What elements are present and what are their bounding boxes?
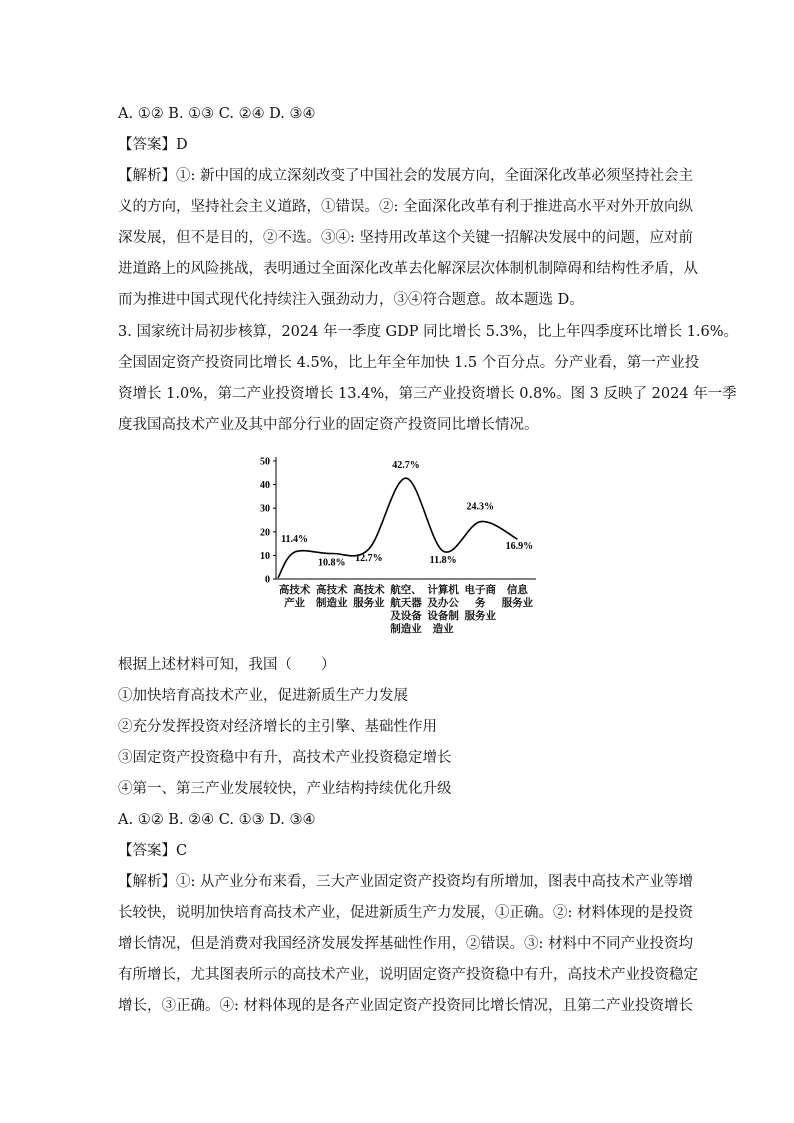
x-category-label-line: 制造业 xyxy=(390,623,422,635)
x-category-label-line: 及设备 xyxy=(390,610,422,622)
series-line xyxy=(278,478,517,578)
x-category-label-line: 航空、 xyxy=(390,584,422,596)
y-tick-label: 10 xyxy=(260,550,270,562)
x-category-label-line: 造业 xyxy=(432,623,454,635)
x-category-label xyxy=(386,584,426,636)
data-label: 11.8% xyxy=(429,555,457,567)
x-category-label-line: 高技术 xyxy=(353,584,385,596)
x-category-label-line: 制造业 xyxy=(315,597,348,609)
y-tick-label: 50 xyxy=(260,456,270,468)
q2-analysis-line: 深发展，但不是目的，②不选。③④: 坚持用改革这个关键一招解决发展中的问题，应对前 xyxy=(118,230,693,246)
x-category-label xyxy=(349,584,389,610)
q3-choice: ①加快培育高技术产业，促进新质生产力发展 xyxy=(118,688,408,704)
q2-analysis-line: 【解析】①: 新中国的成立深刻改变了中国社会的发展方向，全面深化改革必须坚持社会主 xyxy=(118,168,693,184)
q3-answer: 【答案】C xyxy=(118,843,188,859)
data-label: 16.9% xyxy=(505,541,534,553)
data-label: 12.7% xyxy=(355,553,383,565)
x-category-label-line: 产业 xyxy=(284,597,306,609)
x-category-label-line: 电子商务 xyxy=(464,584,497,609)
x-category-label xyxy=(460,584,500,623)
q3-stem-line: 全国固定资产投资同比增长 4.5%，比上年全年加快 1.5 个百分点。分产业看，第一产业投 xyxy=(118,355,700,371)
x-category-label-line: 计算机 xyxy=(427,584,459,596)
q3-choice: ③固定资产投资稳中有升，高技术产业投资稳定增长 xyxy=(118,750,452,766)
q3-question: 根据上述材料可知，我国（ ） xyxy=(118,657,336,673)
y-tick-label: 40 xyxy=(260,480,270,492)
x-category-label xyxy=(423,584,463,636)
q3-stem-line: 资增长 1.0%，第二产业投资增长 13.4%，第三产业投资增长 0.8%。图 3 反映了 2024 年一季 xyxy=(118,386,737,402)
q3-analysis-line: 增长，③正确。④: 材料体现的是各产业固定资产投资同比增长情况，且第二产业投资增长 xyxy=(118,998,693,1014)
data-label: 24.3% xyxy=(466,501,495,513)
q3-stem-line: 3. 国家统计局初步核算，2024 年一季度 GDP 同比增长 5.3%，比上年四季度环比增长 1.6%。 xyxy=(118,324,739,340)
x-category-label-line: 服务业 xyxy=(501,597,534,609)
x-category-label xyxy=(497,584,537,610)
x-category-label-line: 服务业 xyxy=(353,597,385,609)
q3-choice: ④第一、第三产业发展较快，产业结构持续优化升级 xyxy=(118,781,452,797)
x-category-label-line: 及办公 xyxy=(427,597,459,609)
investment-growth-chart xyxy=(250,448,550,648)
x-category-label xyxy=(312,584,352,610)
x-category-label-line: 高技术 xyxy=(315,584,348,596)
y-tick-label: 30 xyxy=(260,503,270,515)
q3-analysis-line: 增长情况，但是消费对我国经济发展发挥基础性作用，②错误。③: 材料中不同产业投资均 xyxy=(118,936,693,952)
q3-analysis-line: 长较快，说明加快培育高技术产业，促进新质生产力发展，①正确。②: 材料体现的是投资 xyxy=(118,905,693,921)
data-label: 10.8% xyxy=(317,557,346,569)
q2-analysis-line: 而为推进中国式现代化持续注入强劲动力，③④符合题意。故本题选 D。 xyxy=(118,292,584,308)
q3-analysis-line: 【解析】①: 从产业分布来看，三大产业固定资产投资均有所增加，图表中高技术产业等增 xyxy=(118,874,693,890)
x-category-label xyxy=(275,584,315,610)
x-category-label-line: 设备制 xyxy=(427,610,459,622)
q3-choice: ②充分发挥投资对经济增长的主引擎、基础性作用 xyxy=(118,719,437,735)
q2-analysis-line: 义的方向，坚持社会主义道路，①错误。②: 全面深化改革有利于推进高水平对外开放向纵 xyxy=(118,199,693,215)
data-label: 42.7% xyxy=(392,460,420,472)
x-category-label-line: 高技术 xyxy=(278,584,311,596)
q3-stem-line: 度我国高技术产业及其中部分行业的固定资产投资同比增长情况。 xyxy=(118,417,539,433)
x-category-label-line: 航天器 xyxy=(390,597,422,609)
data-label: 11.4% xyxy=(281,534,309,546)
q2-analysis-line: 进道路上的风险挑战，表明通过全面深化改革去化解深层次体制机制障碍和结构性矛盾，从 xyxy=(118,261,698,277)
x-category-label-line: 信息 xyxy=(506,584,528,596)
q3-analysis-line: 有所增长，尤其图表所示的高技术产业，说明固定资产投资稳中有升，高技术产业投资稳定 xyxy=(118,967,698,983)
q2-options: A. ①② B. ①③ C. ②④ D. ③④ xyxy=(118,106,316,122)
q2-answer: 【答案】D xyxy=(118,137,188,153)
chart-svg xyxy=(250,448,550,588)
q3-options: A. ①② B. ②④ C. ①③ D. ③④ xyxy=(118,812,316,828)
x-category-label-line: 服务业 xyxy=(464,610,497,622)
y-tick-label: 0 xyxy=(265,574,270,586)
y-tick-label: 20 xyxy=(260,527,270,539)
